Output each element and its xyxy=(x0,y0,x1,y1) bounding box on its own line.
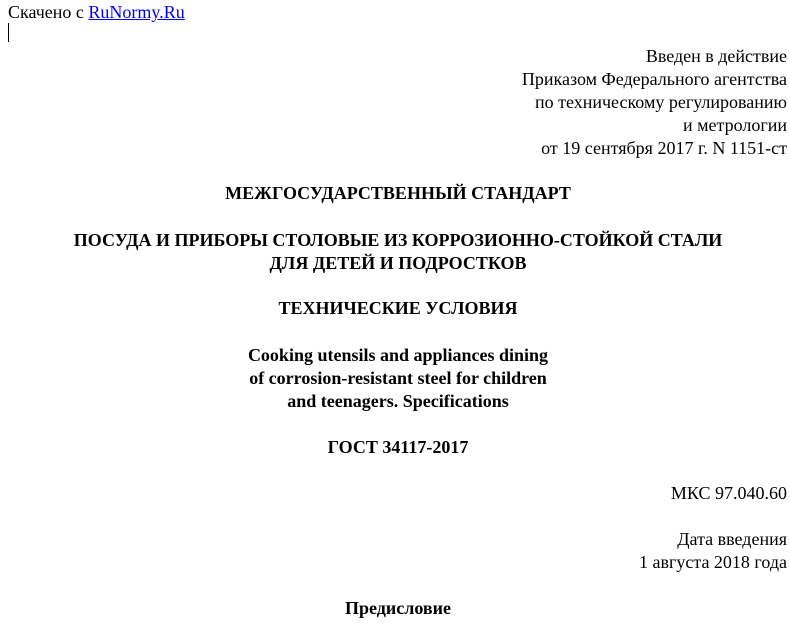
gost-number-text: ГОСТ 34117-2017 xyxy=(327,437,469,457)
text-cursor xyxy=(8,23,9,42)
title-en-line1: Cooking utensils and appliances dining xyxy=(247,345,549,365)
title-ru-line2: ДЛЯ ДЕТЕЙ И ПОДРОСТКОВ xyxy=(269,253,527,273)
intro-line: от 19 сентября 2017 г. N 1151-ст xyxy=(541,138,787,158)
title-ru xyxy=(0,229,790,275)
intro-line: Введен в действие xyxy=(645,46,787,66)
standard-type-text: МЕЖГОСУДАРСТВЕННЫЙ СТАНДАРТ xyxy=(225,183,571,203)
intro-line: по техническому регулированию xyxy=(534,92,787,112)
effective-date-value: 1 августа 2018 года xyxy=(639,552,787,572)
subtitle-ru xyxy=(0,297,790,320)
preface-heading-text: Предисловие xyxy=(345,598,451,618)
title-en xyxy=(0,344,790,413)
preface-heading xyxy=(0,597,790,620)
gost-number xyxy=(0,436,790,459)
effective-date-label: Дата введения xyxy=(677,529,787,549)
title-ru-line1: ПОСУДА И ПРИБОРЫ СТОЛОВЫЕ ИЗ КОРРОЗИОННО-СТОЙКОЙ СТАЛИ xyxy=(73,230,723,250)
mks-code-text: МКС 97.040.60 xyxy=(670,483,787,503)
title-en-line3: and teenagers. Specifications xyxy=(287,391,509,411)
intro-line: Приказом Федерального агентства xyxy=(521,69,787,89)
mks-code xyxy=(487,482,787,505)
enacted-by-block xyxy=(387,45,787,160)
intro-line: и метрологии xyxy=(683,115,787,135)
downloaded-from-line xyxy=(8,1,185,23)
downloaded-prefix: Скачено с xyxy=(8,2,84,22)
subtitle-ru-text: ТЕХНИЧЕСКИЕ УСЛОВИЯ xyxy=(278,298,518,318)
runormy-link[interactable]: RuNormy.Ru xyxy=(88,2,185,22)
standard-type-heading xyxy=(0,182,790,205)
effective-date-block xyxy=(487,528,787,574)
title-en-line2: of corrosion-resistant steel for children xyxy=(249,368,547,388)
